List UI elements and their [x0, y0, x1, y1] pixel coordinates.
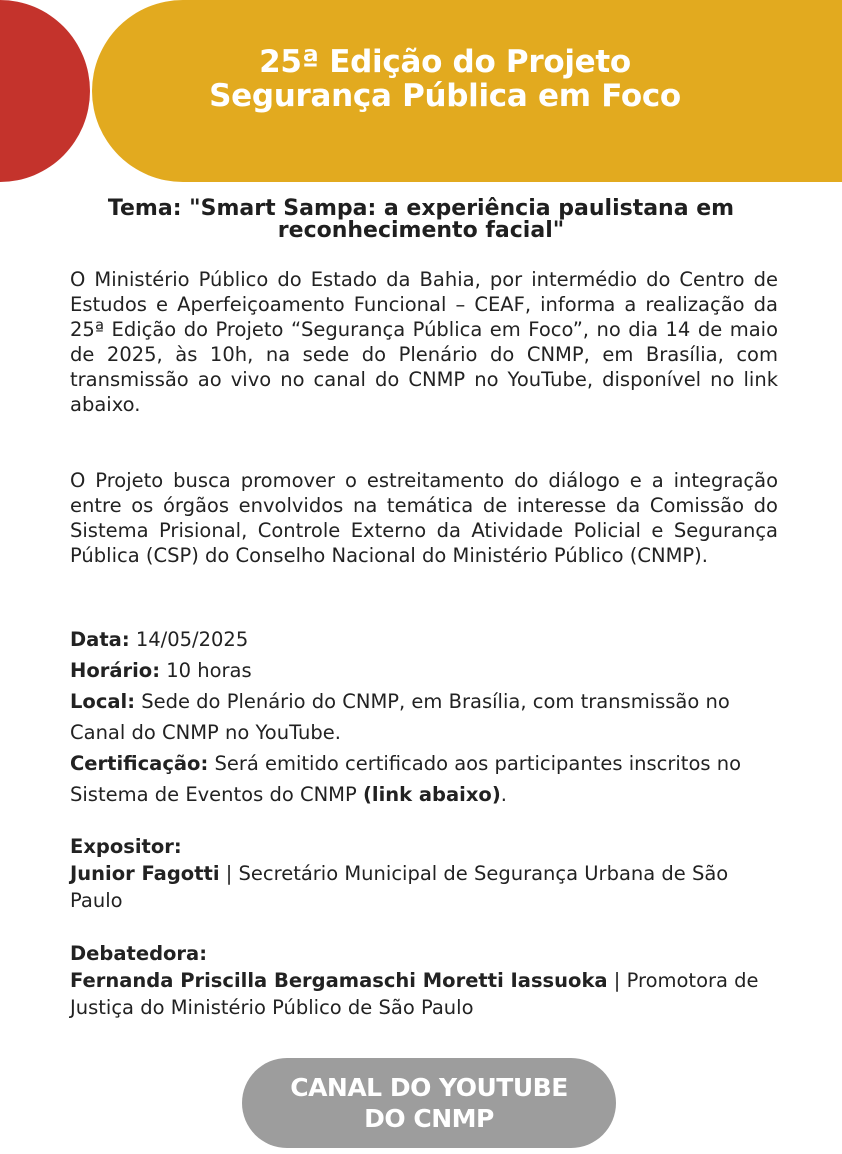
- time-value: 10 horas: [166, 659, 252, 682]
- header-title-line-1: 25ª Edição do Projeto: [259, 44, 631, 80]
- debatedora-separator: |: [613, 969, 621, 992]
- certification-row: [70, 748, 780, 810]
- theme-heading: Tema: "Smart Sampa: a experiência paulistana em reconhecimento facial": [107, 196, 735, 243]
- time-label: Horário:: [70, 659, 160, 682]
- expositor-block: [70, 833, 780, 914]
- header-title-line-2: Segurança Pública em Foco: [209, 78, 681, 114]
- expositor-name: Junior Fagotti: [70, 862, 220, 885]
- event-details: [70, 624, 780, 810]
- date-row: [70, 624, 780, 655]
- debatedora-name: Fernanda Priscilla Bergamaschi Moretti Iassuoka: [70, 969, 608, 992]
- project-paragraph: O Projeto busca promover o estreitamento do diálogo e a integração entre os órgãos envolvidos na temática de interesse da Comissão do Sistema Prisional, Controle Externo da Atividade Policial e Segurança Pública (CSP) do Conselho Nacional do Ministério Público (CNMP).: [70, 469, 778, 567]
- youtube-button-line-2: DO CNMP: [364, 1104, 494, 1133]
- certification-value: Será emitido certificado aos participantes inscritos no Sistema de Eventos do CNMP: [70, 752, 742, 806]
- youtube-button-line-1: CANAL DO YOUTUBE: [290, 1073, 568, 1102]
- youtube-channel-button[interactable]: [242, 1058, 616, 1148]
- location-label: Local:: [70, 690, 136, 713]
- intro-paragraph: O Ministério Público do Estado da Bahia, por intermédio do Centro de Estudos e Aperfeiçoamento Funcional – CEAF, informa a realização da 25ª Edição do Projeto “Segurança Pública em Foco”, no dia 14 de maio de 2025, às 10h, na sede do Plenário do CNMP, em Brasília, com transmissão ao vivo no canal do CNMP no YouTube, disponível no link abaixo.: [70, 268, 778, 416]
- debatedora-label: Debatedora:: [70, 942, 208, 965]
- header-banner: [92, 0, 842, 182]
- debatedora-block: [70, 940, 780, 1021]
- date-label: Data:: [70, 628, 130, 651]
- header-title: [209, 45, 681, 113]
- debatedora-role: Promotora de Justiça do Ministério Público de São Paulo: [70, 969, 759, 1019]
- certification-end: .: [500, 783, 507, 806]
- location-row: [70, 686, 780, 748]
- certification-link-note: (link abaixo): [362, 783, 501, 806]
- time-row: [70, 655, 780, 686]
- location-value: Sede do Plenário do CNMP, em Brasília, com transmissão no Canal do CNMP no YouTube.: [70, 690, 730, 744]
- expositor-role: Secretário Municipal de Segurança Urbana de São Paulo: [70, 862, 729, 912]
- expositor-label: Expositor:: [70, 835, 182, 858]
- certification-label: Certificação:: [70, 752, 209, 775]
- expositor-separator: |: [225, 862, 233, 885]
- red-decorative-circle: [0, 0, 90, 182]
- date-value: 14/05/2025: [135, 628, 249, 651]
